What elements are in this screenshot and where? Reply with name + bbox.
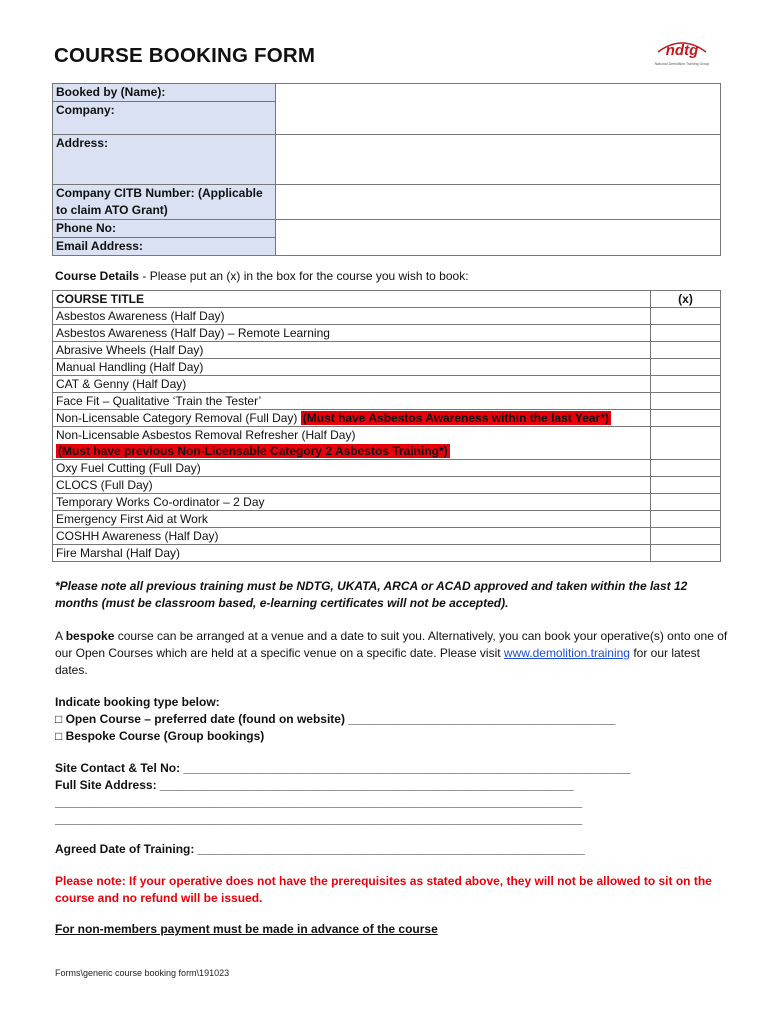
course-checkbox[interactable] bbox=[651, 460, 721, 477]
course-checkbox[interactable] bbox=[651, 376, 721, 393]
course-details-instruction: Course Details - Please put an (x) in the box for the course you wish to book: bbox=[55, 269, 469, 283]
citb-label: Company CITB Number: (Applicable to claim ATO Grant) bbox=[53, 185, 276, 220]
payment-note: For non-members payment must be made in advance of the course bbox=[55, 922, 438, 936]
email-label: Email Address: bbox=[53, 238, 276, 256]
course-checkbox[interactable] bbox=[651, 342, 721, 359]
course-row: Asbestos Awareness (Half Day) – Remote Learning bbox=[53, 325, 651, 342]
agreed-date-field[interactable]: Agreed Date of Training: __________________________________________________________ bbox=[55, 842, 585, 856]
bespoke-paragraph: A bespoke course can be arranged at a venue and a date to suit you. Alternatively, you can book your operative(s) onto one of our Open Courses which are held at a specific venue on a specific date. Please visit www.demolition.training for our latest dates. bbox=[55, 629, 728, 677]
course-row: Oxy Fuel Cutting (Full Day) bbox=[53, 460, 651, 477]
course-row: Asbestos Awareness (Half Day) bbox=[53, 308, 651, 325]
ndtg-logo bbox=[652, 38, 712, 78]
company-label: Company: bbox=[53, 102, 276, 135]
course-row: Non-Licensable Asbestos Removal Refresher (Half Day) (Must have previous Non-Licensable Category 2 Asbestos Training*) bbox=[53, 427, 651, 460]
course-checkbox[interactable] bbox=[651, 427, 721, 460]
phone-label: Phone No: bbox=[53, 220, 276, 238]
footer-path: Forms\generic course booking form\191023 bbox=[55, 968, 230, 978]
courses-table bbox=[52, 290, 721, 562]
course-checkbox[interactable] bbox=[651, 308, 721, 325]
site-details-section bbox=[55, 760, 735, 828]
citb-field[interactable] bbox=[276, 185, 721, 220]
course-row: COSHH Awareness (Half Day) bbox=[53, 528, 651, 545]
prerequisite-warning: Please note: If your operative does not have the prerequisites as stated above, they will not be allowed to sit on the course and no refund will be issued. bbox=[55, 874, 712, 905]
logo-text: ndtg bbox=[665, 42, 699, 59]
bespoke-course-option[interactable]: □ Bespoke Course (Group bookings) bbox=[55, 729, 265, 743]
logo-subtext: National Demolition Training Group bbox=[654, 62, 710, 66]
contact-info-table bbox=[52, 83, 721, 256]
course-checkbox[interactable] bbox=[651, 325, 721, 342]
course-row: CAT & Genny (Half Day) bbox=[53, 376, 651, 393]
course-row: Temporary Works Co-ordinator – 2 Day bbox=[53, 494, 651, 511]
site-address-field[interactable]: Full Site Address: ______________________________________________________________ bbox=[55, 778, 574, 792]
course-checkbox[interactable] bbox=[651, 359, 721, 376]
site-contact-field[interactable]: Site Contact & Tel No: ___________________________________________________________________ bbox=[55, 761, 631, 775]
course-row: Non-Licensable Category Removal (Full Day) (Must have Asbestos Awareness within the last Year*) bbox=[53, 410, 651, 427]
form-title: COURSE BOOKING FORM bbox=[54, 44, 316, 67]
course-title-header: COURSE TITLE bbox=[53, 291, 651, 308]
address-label: Address: bbox=[53, 135, 276, 185]
course-row: Emergency First Aid at Work bbox=[53, 511, 651, 528]
website-link[interactable]: www.demolition.training bbox=[503, 646, 630, 660]
course-row: Abrasive Wheels (Half Day) bbox=[53, 342, 651, 359]
prereq-warning: (Must have previous Non-Licensable Category 2 Asbestos Training*) bbox=[58, 444, 448, 458]
course-checkbox[interactable] bbox=[651, 410, 721, 427]
course-row: Manual Handling (Half Day) bbox=[53, 359, 651, 376]
course-checkbox[interactable] bbox=[651, 494, 721, 511]
booked-by-company-field[interactable] bbox=[276, 84, 721, 135]
training-note: *Please note all previous training must be NDTG, UKATA, ARCA or ACAD approved and taken within the last 12 months (must be classroom based, e-learning certificates will not be accepted). bbox=[55, 579, 688, 610]
course-checkbox[interactable] bbox=[651, 477, 721, 494]
site-address-line[interactable]: _______________________________________________________________________________ bbox=[55, 812, 583, 826]
course-row: Fire Marshal (Half Day) bbox=[53, 545, 651, 562]
course-checkbox[interactable] bbox=[651, 393, 721, 410]
course-checkbox[interactable] bbox=[651, 528, 721, 545]
open-course-option[interactable]: □ Open Course – preferred date (found on website) ________________________________________ bbox=[55, 712, 616, 726]
course-checkbox[interactable] bbox=[651, 545, 721, 562]
phone-email-field[interactable] bbox=[276, 220, 721, 256]
course-row: CLOCS (Full Day) bbox=[53, 477, 651, 494]
booking-type-heading: Indicate booking type below: bbox=[55, 695, 220, 709]
course-checkbox[interactable] bbox=[651, 511, 721, 528]
address-field[interactable] bbox=[276, 135, 721, 185]
booked-by-label: Booked by (Name): bbox=[53, 84, 276, 102]
course-select-header: (x) bbox=[651, 291, 721, 308]
site-address-line[interactable]: _______________________________________________________________________________ bbox=[55, 795, 583, 809]
course-row: Face Fit – Qualitative ‘Train the Tester’ bbox=[53, 393, 651, 410]
prereq-warning: (Must have Asbestos Awareness within the last Year*) bbox=[302, 411, 609, 425]
booking-type-section bbox=[55, 694, 735, 745]
